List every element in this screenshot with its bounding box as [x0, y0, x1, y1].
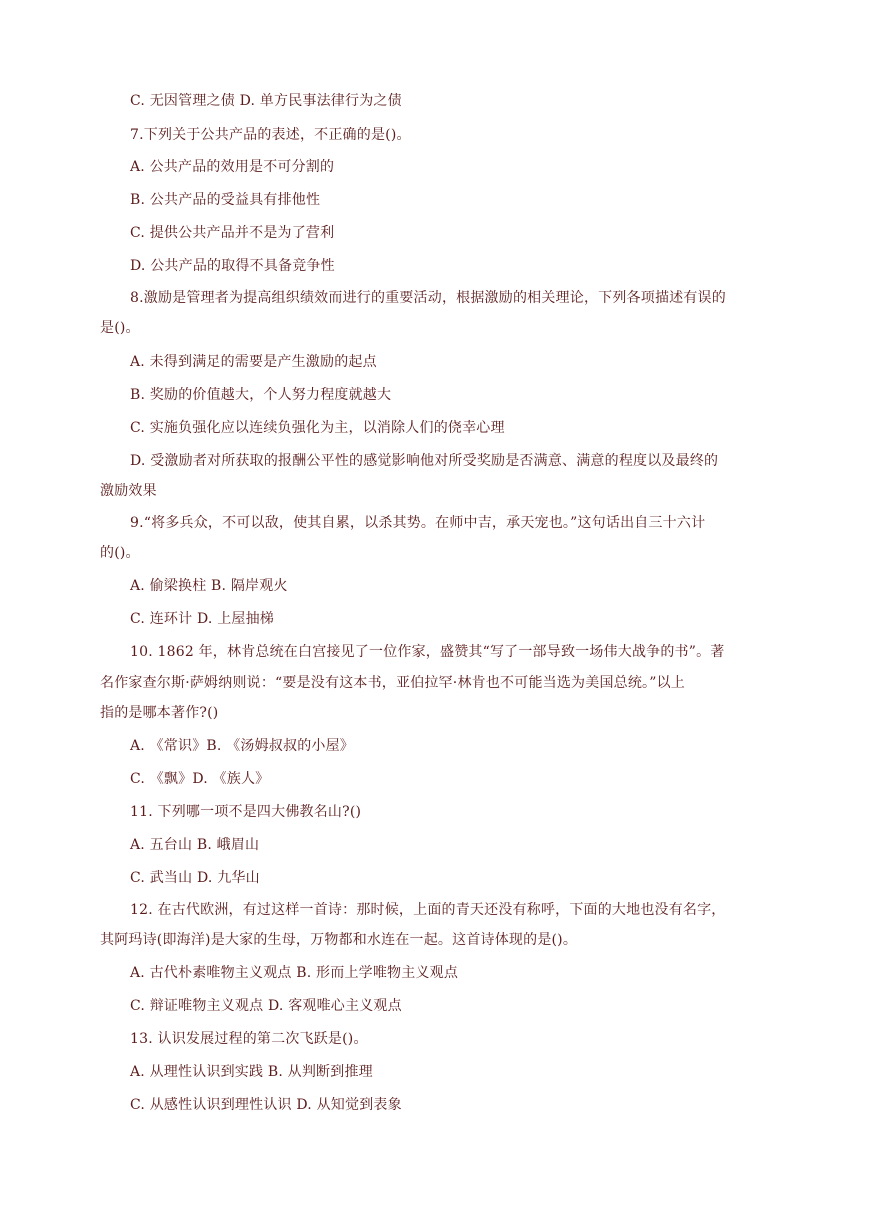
question-line: 9.“将多兵众，不可以敌，使其自累，以杀其势。在师中吉，承天宠也。”这句话出自三十六计 [130, 515, 706, 531]
option-line: A. 公共产品的效用是不可分割的 [130, 159, 335, 175]
option-line: B. 奖励的价值越大，个人努力程度就越大 [130, 387, 392, 403]
option-line: C. 连环计 D. 上屋抽梯 [130, 611, 274, 627]
question-line-continued: 的()。 [100, 545, 140, 561]
question-line-continued: 是()。 [100, 320, 140, 336]
question-line: 7.下列关于公共产品的表述，不正确的是()。 [130, 127, 411, 143]
question-line-continued: 指的是哪本著作?() [100, 705, 219, 721]
question-line-continued: 其阿玛诗(即海洋)是大家的生母，万物都和水连在一起。这首诗体现的是()。 [100, 932, 578, 948]
option-line: A. 《常识》B. 《汤姆叔叔的小屋》 [130, 738, 354, 754]
question-line: 10. 1862 年，林肯总统在白宫接见了一位作家，盛赞其“写了一部导致一场伟大战争的书”。著 [130, 644, 725, 660]
option-line: C. 辩证唯物主义观点 D. 客观唯心主义观点 [130, 998, 402, 1014]
question-line: 8.激励是管理者为提高组织绩效而进行的重要活动，根据激励的相关理论，下列各项描述有误的 [130, 290, 726, 306]
option-line: C. 提供公共产品并不是为了营利 [130, 225, 335, 241]
option-line: C. 实施负强化应以连续负强化为主，以消除人们的侥幸心理 [130, 420, 505, 436]
option-line: C. 武当山 D. 九华山 [130, 870, 260, 886]
question-line-continued: 名作家查尔斯·萨姆纳则说：“要是没有这本书，亚伯拉罕·林肯也不可能当选为美国总统。”以上 [100, 675, 686, 691]
option-line: C. 从感性认识到理性认识 D. 从知觉到表象 [130, 1097, 402, 1113]
option-line: D. 受激励者对所获取的报酬公平性的感觉影响他对所受奖励是否满意、满意的程度以及最终的 [130, 453, 719, 469]
option-line: C. 无因管理之债 D. 单方民事法律行为之债 [130, 93, 402, 109]
question-line: 12. 在古代欧洲，有过这样一首诗：那时候，上面的青天还没有称呼，下面的大地也没有名字， [130, 902, 726, 918]
option-line: C. 《飘》D. 《族人》 [130, 771, 270, 787]
question-line: 13. 认识发展过程的第二次飞跃是()。 [130, 1031, 368, 1047]
option-line: A. 偷梁换柱 B. 隔岸观火 [130, 578, 288, 594]
option-line: B. 公共产品的受益具有排他性 [130, 192, 321, 208]
option-line: A. 古代朴素唯物主义观点 B. 形而上学唯物主义观点 [130, 965, 459, 981]
option-line: A. 五台山 B. 峨眉山 [130, 837, 260, 853]
option-line: D. 公共产品的取得不具备竞争性 [130, 258, 335, 274]
option-line-continued: 激励效果 [100, 483, 157, 499]
question-line: 11. 下列哪一项不是四大佛教名山?() [130, 804, 362, 820]
option-line: A. 未得到满足的需要是产生激励的起点 [130, 354, 377, 370]
option-line: A. 从理性认识到实践 B. 从判断到推理 [130, 1064, 373, 1080]
